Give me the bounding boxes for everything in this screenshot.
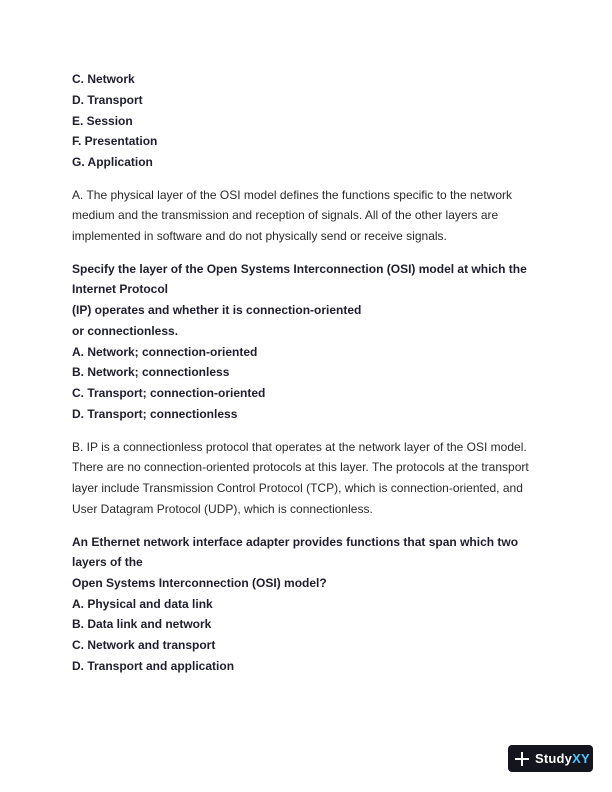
- answer-line: A. The physical layer of the OSI model defines the functions specific to the network: [72, 188, 513, 202]
- answer-line: medium and the transmission and reception of signals. All of the other layers are: [72, 208, 499, 222]
- question-line: or connectionless.: [72, 324, 179, 338]
- option-line: G. Application: [72, 155, 153, 169]
- question-line: Specify the layer of the Open Systems Interconnection (OSI) model at which the: [72, 262, 527, 276]
- question-line: Open Systems Interconnection (OSI) model?: [72, 576, 327, 590]
- option-line: C. Network: [72, 72, 135, 86]
- answer-line: layer include Transmission Control Protocol (TCP), which is connection-oriented, and: [72, 481, 523, 495]
- option-line: B. Network; connectionless: [72, 365, 230, 379]
- logo-text: StudyXY: [535, 751, 590, 766]
- question-line: Internet Protocol: [72, 282, 169, 296]
- question-line: (IP) operates and whether it is connection-oriented: [72, 303, 362, 317]
- studyxy-logo[interactable]: [508, 745, 593, 772]
- option-line: D. Transport and application: [72, 659, 235, 673]
- option-line: D. Transport; connectionless: [72, 407, 238, 421]
- question-line: An Ethernet network interface adapter provides functions that span which two: [72, 535, 519, 549]
- answer-line: User Datagram Protocol (UDP), which is connectionless.: [72, 502, 373, 516]
- option-line: C. Network and transport: [72, 638, 216, 652]
- option-line: E. Session: [72, 114, 133, 128]
- option-line: A. Network; connection-oriented: [72, 345, 258, 359]
- answer-line: There are no connection-oriented protocols at this layer. The protocols at the transport: [72, 460, 529, 474]
- option-line: D. Transport: [72, 93, 143, 107]
- question-line: layers of the: [72, 555, 143, 569]
- answer-line: implemented in software and do not physically send or receive signals.: [72, 229, 447, 243]
- option-line: C. Transport; connection-oriented: [72, 386, 266, 400]
- option-line: A. Physical and data link: [72, 597, 213, 611]
- option-line: B. Data link and network: [72, 617, 212, 631]
- option-line: F. Presentation: [72, 134, 158, 148]
- answer-line: B. IP is a connectionless protocol that operates at the network layer of the OSI model.: [72, 440, 527, 454]
- plus-icon: [515, 752, 529, 766]
